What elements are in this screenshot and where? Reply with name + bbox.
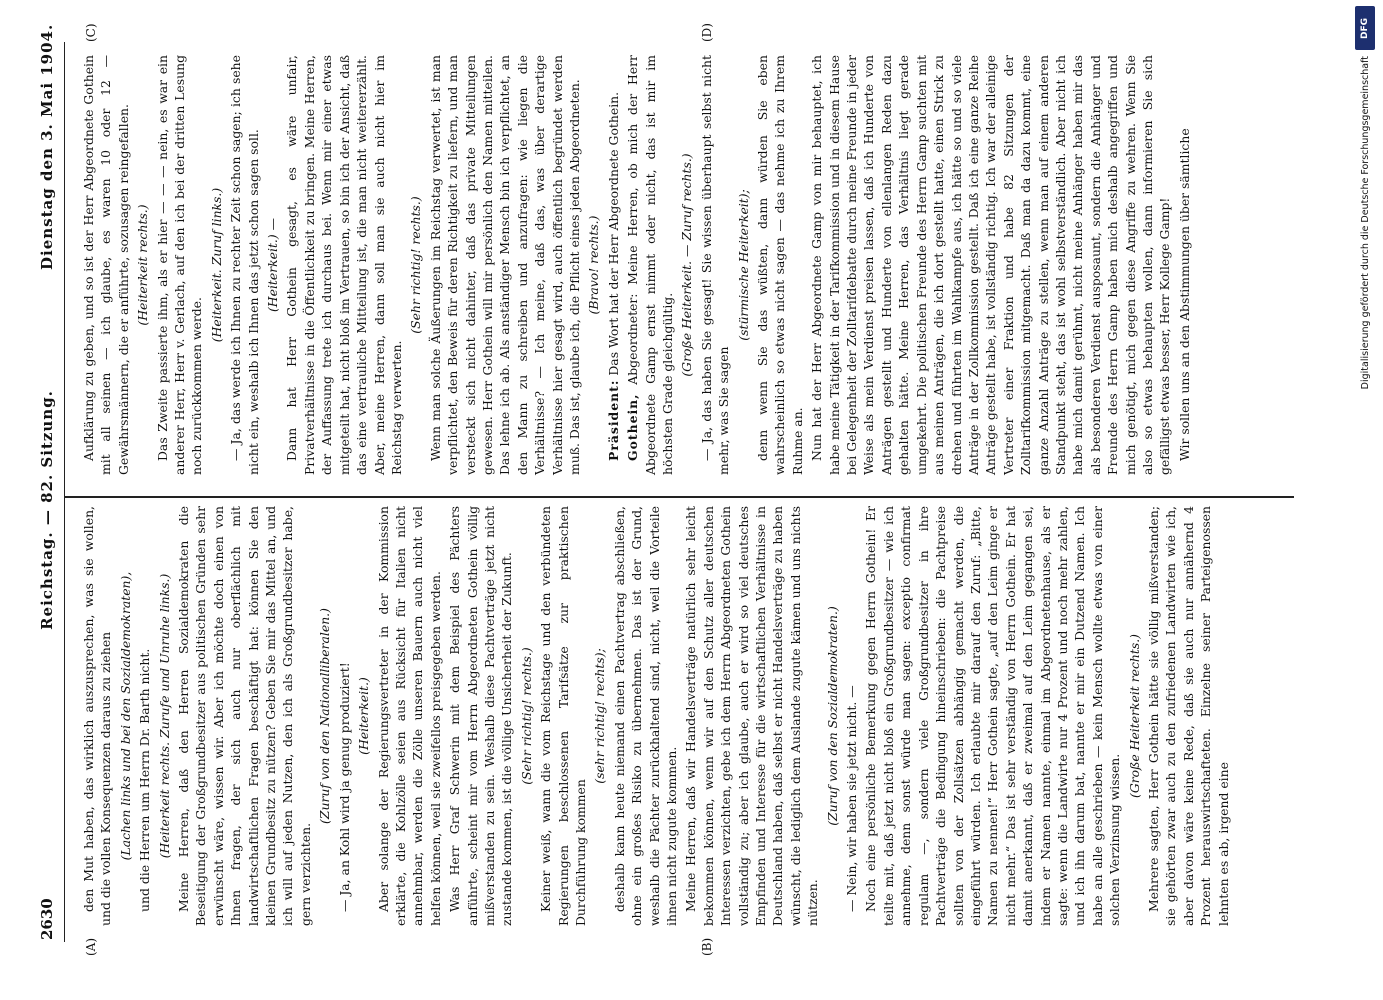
page-number: 2630 [38, 898, 56, 940]
interjection: (Große Heiterkeit. — Zuruf rechts.) [679, 153, 695, 377]
paragraph: Noch eine persönliche Bemerkung gegen Herrn Gothein! Er teilte mit, daß jetzt nicht bloß ein Großgrundbesitzer — wie ich annehme, denn sonst würde man sagen: exceptio confirmat regulam —, sondern viele Großgrundbesitzer in ihre Pachtverträge die Bedingung hineinschrieben: die Pachtpreise sollten von der Zollsätzen abhängig gemacht werden, die eingeführt würden. Ich erlaubte mir darauf den Zuruf: „Bitte, Namen zu nennen!“ Herr Gothein sagte, „auf den Leim ginge er nicht mehr.“ Das ist sehr verständig von Herrn Gothein. Er hat damit anerkannt, daß er zweimal auf den Leim gegangen sei, indem er Namen nannte, einmal im Abgeordnetenhause, als er sagte: wenn die Landwirte nur 4 Prozent und noch mehr zahlen, und ich ihn darum bat, nannte er mir ein Dutzend Namen. Ich habe an alle geschrieben — kein Mensch wollte etwas von einer solchen Verzinsung wissen. [863, 506, 1123, 926]
speaker-name: Gothein, [625, 393, 641, 461]
interjection: (Sehr richtig! rechts.) [518, 647, 534, 785]
margin-mark-b: (B) [700, 937, 714, 956]
running-title: Reichstag. — 82. Sitzung. [38, 390, 56, 630]
header-rule [64, 42, 65, 942]
paragraph: den Mut haben, das wirklich auszusprechen, was sie wollen, und die vollen Konsequenzen daraus zu ziehen [81, 506, 114, 926]
interjection: (Heiterkeit rechts.) [135, 204, 151, 326]
paragraph: Nun hat der Herr Abgeordnete Gamp von mir behauptet, ich habe meine Tätigkeit in der Tarifkommission und in diesem Hause bei Gelegenheit der Zolltarifdebatte durch meine Freunde in jeder Weise als mein Verdienst preisen lassen, daß ich Hunderte von Anträgen gestellt und Hunderte von ellenlangen Reden dazu gehalten hätte. Meine Herren, das Verhältnis liegt gerade umgekehrt. Die politischen Freunde des Herrn Gamp suchten mit aus meinen Anträgen, die ich dort gestellt hatte, einen Strick zu drehen und führten im Wahlkampfe aus, ich hätte so und so viele Anträge in der Zollkommission gestellt. Daß ich eine ganze Reihe Anträge gestellt habe, ist vollständig richtig. Ich war der alleinige Vertreter einer Fraktion und habe 82 Sitzungen der Zolltarifkommission mitgemacht. Daß man da dazu kommt, eine ganze Anzahl Anträge zu stellen, wenn man auf einem anderen Standpunkt steht, das ist wohl selbstverständlich. Aber nicht ich habe mich damit gerühmt, nicht meine Anhänger haben mir das als besonderen Verdienst ausposaunt, sondern die Anhänger und Freunde des Herrn Gamp haben mich deshalb angegriffen und mich genötigt, mich gegen diese Angriffe zu wehren. Wenn Sie also so etwas behaupten wollen, dann informieren Sie sich gefälligst etwas besser, Herr Kollege Gamp! [809, 55, 1173, 475]
interjection: (Heiterkeit.) [356, 677, 372, 755]
margin-mark-c: (C) [84, 23, 98, 42]
paragraph: Was Herr Graf Schwerin mit dem Beispiel des Pächters anführte, scheint mir vom Herrn Abgeordneten Gothein völlig mißverstanden zu sein. Weshalb diese Pachtverträge jetzt nicht zustande kommen, ist die völlige Unsicherheit der Zukunft. [447, 506, 515, 926]
interjection: (Große Heiterkeit rechts.) [1126, 634, 1142, 799]
speaker-paragraph [605, 55, 622, 475]
paragraph: Meine Herren, daß den Herren Sozialdemokraten die Beseitigung der Großgrundbesitzer aus politischen Gründen sehr erwünscht wäre, wissen wir. Aber ich möchte doch einen von Ihnen fragen, der sich auch nur oberflächlich mit landwirtschaftlichen Fragen beschäftigt hat: können Sie den kleinen Grundbesitz zu nützen? Geben Sie mir das Mittel an, und ich will auf jeden Nutzen, den ich als Großgrundbesitzer habe, gern verzichten. [176, 506, 313, 926]
interjection: (Heiterkeit.) — [265, 217, 281, 313]
dfg-credit: Digitalisierung gefördert durch die Deutsche Forschungsgemeinschaft [1359, 56, 1371, 390]
interjection: (sehr richtig! rechts); [592, 648, 608, 784]
interjection: (Heiterkeit. Zuruf links.) [208, 187, 224, 343]
paragraph: denn wenn Sie das wüßten, dann würden Sie eben wahrscheinlich so etwas nicht sagen — das nehme ich zu Ihrem Ruhme an. [755, 55, 805, 475]
margin-mark-a: (A) [84, 937, 98, 956]
interjection: (Heiterkeit rechts. Zurufe und Unruhe links.) [156, 573, 172, 859]
speaker-text: Abgeordneter: Meine Herren, ob mich der Herr Abgeordnete Gamp ernst nimmt oder nicht, das ist mir im höchsten Grade gleichgültig. [625, 55, 675, 475]
column-divider [64, 496, 1294, 498]
paragraph: Keiner weiß, wann die vom Reichstage und den verbündeten Regierungen beschlossenen Tarifsätze zur praktischen Durchführung kommen [538, 506, 588, 926]
paragraph: Aufklärung zu geben, und so ist der Herr Abgeordnete Gothein mit all seinen — ich glaube, es waren 10 oder 12 — Gewährsmännern, die er anführte, sozusagen reingefallen. [81, 55, 131, 475]
paragraph: Wir sollen uns an den Abstimmungen über sämtliche [1176, 128, 1192, 461]
speaker-name: Präsident: [605, 379, 621, 461]
paragraph: Das Zweite passierte ihm, als er hier — — — nein, es war ein anderer Herr, Herr v. Gerlach, auf den ich bei der dritten Lesung noch zurückkommen werde. [154, 55, 205, 475]
paragraph: — Nein, wir haben sie jetzt nicht. — [844, 685, 860, 912]
paragraph: Dann hat Herr Gothein gesagt, es wäre unfair, Privatverhältnisse in die Öffentlichkeit zu bringen. Meine Herren, der Auffassung trete ich durchaus bei. Wenn mir einer etwas mitgeteilt hat, nicht bloß im Vertrauen, so bin ich der Ansicht, daß das eine vertrauliche Mitteilung ist, die man nicht weitererzählt. Aber, meine Herren, dann soll man sie auch nicht hier im Reichstag verwerten. [284, 55, 404, 475]
paragraph: Wenn man solche Äußerungen im Reichstag verwertet, ist man verpflichtet, den Beweis für deren Richtigkeit zu liefern, und man versteckt sich nicht dahinter, daß das private Mitteilungen gewesen. Herr Gothein will mir persönlich den Namen mitteilen. Das lehne ich ab. Als anständiger Mensch bin ich verpflichtet, an den Mann zu schreiben und anzufragen: wie liegen die Verhältnisse? — Ich meine, daß das, was über derartige Verhältnisse hier gesagt wird, auch öffentlich begründet werden muß. Das ist, glaube ich, die Pflicht eines jeden Abgeordneten. [427, 55, 582, 475]
paragraph: — Ja, an Kohl wird ja genug produziert! [336, 662, 352, 912]
paragraph: — Ja, das haben Sie gesagt! Sie wissen überhaupt selbst nicht mehr, was Sie sagen [698, 55, 732, 475]
paragraph: Mehrere sagten, Herr Gothein hätte sie völlig mißverstanden; sie gehörten zwar auch zu den zufriedenen Landwirten wie ich, aber davon wäre keine Rede, daß sie auch nur annähernd 4 Prozent herauswirtschafteten. Einzelne seiner Parteigenossen lehnten es ab, irgend eine [1145, 506, 1231, 926]
margin-mark-d: (D) [700, 23, 714, 42]
paragraph: deshalb kann heute niemand einen Pachtvertrag abschließen, ohne ein großes Risiko zu übernehmen. Das ist der Grund, weshalb die Pächter zurückhaltend sind, nicht, weil die Vorteile ihnen nicht zugute kommen. [611, 506, 679, 926]
speaker-paragraph [624, 55, 676, 475]
paragraph: und die Herren um Herrn Dr. Barth nicht. [137, 648, 153, 912]
interjection: (Zuruf von den Nationalliberalen.) [317, 608, 333, 824]
session-date: Dienstag den 3. Mai 1904. [38, 23, 56, 270]
dfg-logo: DFG [1355, 6, 1375, 50]
interjection: (Lachen links und bei den Sozialdemokraten), [117, 571, 133, 861]
text-column-right [80, 55, 1195, 475]
speaker-text: Das Wort hat der Herr Abgeordnete Gothein. [605, 91, 621, 376]
text-column-left [80, 506, 1234, 926]
paragraph: Aber solange der Regierungsvertreter in der Kommission erklärte, die Kohlzölle seien aus Rücksicht für Italien nicht annehmbar, werden die Zölle unseren Bauern auch nicht viel helfen können, weil sie zweifellos preisgegeben werden. [375, 506, 443, 926]
dfg-sidebar [1351, 6, 1379, 996]
interjection: (Zuruf von den Sozialdemokraten.) [824, 606, 840, 826]
interjection: (Bravo! rechts.) [586, 215, 602, 315]
interjection: (stürmische Heiterkeit); [735, 189, 751, 341]
interjection: (Sehr richtig! rechts.) [408, 196, 424, 334]
paragraph: — Ja, das werde ich Ihnen zu rechter Zeit schon sagen; ich sehe nicht ein, weshalb ich Ihnen das jetzt schon sagen soll. [228, 55, 261, 475]
paragraph: Meine Herren, daß wir Handelsverträge natürlich sehr leicht bekommen können, wenn wir auf den Schutz aller deutschen Interessen verzichten, gebe ich dem Herrn Abgeordneten Gothein vollständig zu; aber ich glaube, auch er wird so viel deutsches Empfinden und Interesse für die wirtschaftlichen Verhältnisse in Deutschland haben, daß selbst er nicht Handelsverträge zu haben wünscht, die lediglich dem Auslande zugute kämen und uns nichts nützen. [683, 506, 821, 926]
page-header [30, 0, 62, 1000]
